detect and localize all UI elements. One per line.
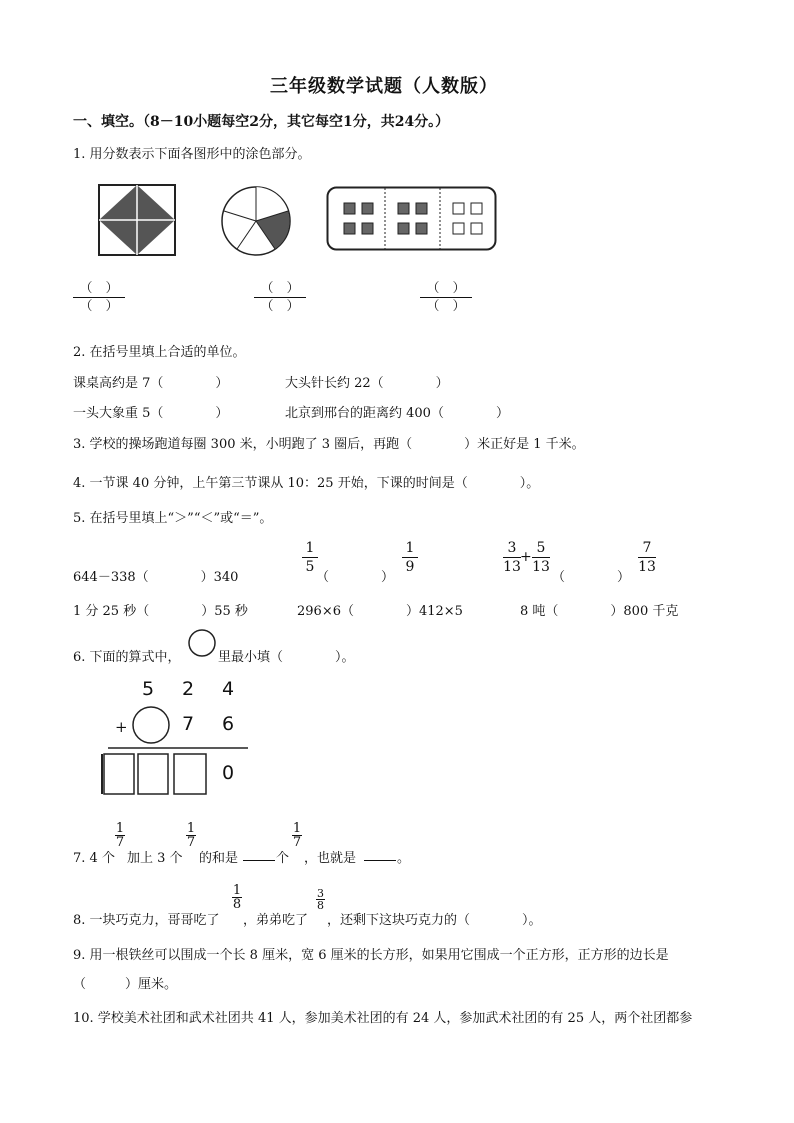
compare-6: 8 吨（ ）800 千克 bbox=[520, 604, 679, 619]
squares-groups-figure bbox=[326, 186, 498, 252]
addend-digit: 2 bbox=[182, 678, 195, 700]
addend-digit: 4 bbox=[222, 678, 235, 700]
fraction-7-13: 7 13 bbox=[638, 540, 656, 575]
compare-3-blank: （ ） bbox=[552, 570, 631, 585]
question-2a: 课桌高约是 7（ ） bbox=[73, 376, 229, 391]
fraction-1-7: 1 7 bbox=[115, 821, 125, 850]
fraction-1-7: 1 7 bbox=[292, 821, 302, 850]
question-7c: 的和是 bbox=[199, 851, 239, 866]
question-2: 2. 在括号里填上合适的单位。 bbox=[73, 345, 246, 360]
question-2b: 大头针长约 22（ ） bbox=[285, 376, 449, 391]
sum-digit: 0 bbox=[222, 762, 235, 784]
question-7f: 。 bbox=[397, 851, 411, 866]
fraction-5-13: 5 13 bbox=[532, 540, 550, 575]
question-9a: 9. 用一根铁丝可以围成一个长 8 厘米，宽 6 厘米的长方形，如果用它围成一个正方形，正方形的边长是 bbox=[73, 948, 669, 963]
question-2c: 一头大象重 5（ ） bbox=[73, 406, 229, 421]
answer-blank[interactable] bbox=[364, 848, 396, 861]
fraction-3-8: 3 8 bbox=[317, 887, 324, 912]
compare-2-blank: （ ） bbox=[316, 570, 395, 585]
answer-blank[interactable] bbox=[243, 848, 275, 861]
question-4: 4. 一节课 40 分钟，上午第三节课从 10：25 开始，下课的时间是（ ）。 bbox=[73, 476, 540, 491]
compare-5: 296×6（ ）412×5 bbox=[297, 604, 463, 619]
section-heading: 一、填空。（8－10小题每空2分，其它每空1分，共24分。） bbox=[73, 114, 450, 130]
circle-digit-blank[interactable] bbox=[131, 705, 171, 745]
circle-blank-icon bbox=[187, 628, 217, 658]
question-7a: 7. 4 个 bbox=[73, 851, 115, 866]
plus-sign: + bbox=[520, 549, 532, 565]
addend-digit: 6 bbox=[222, 713, 235, 735]
question-10: 10. 学校美术社团和武术社团共 41 人，参加美术社团的有 24 人，参加武术社团的有 25 人，两个社团都参 bbox=[73, 1011, 693, 1026]
circle-sectors-figure bbox=[219, 184, 293, 258]
compare-1: 644－338（ ）340 bbox=[73, 570, 239, 585]
question-2d: 北京到邢台的距离约 400（ ） bbox=[285, 406, 509, 421]
question-9b: （ ）厘米。 bbox=[73, 977, 178, 992]
fraction-1-5: 1 5 bbox=[302, 540, 318, 575]
addend-digit: 5 bbox=[142, 678, 155, 700]
question-8a: 8. 一块巧克力，哥哥吃了 bbox=[73, 913, 220, 928]
question-8c: ，还剩下这块巧克力的（ ）。 bbox=[327, 913, 542, 928]
fraction-3-13: 3 13 bbox=[503, 540, 521, 575]
page-title: 三年级数学试题（人数版） bbox=[270, 76, 498, 97]
answer-fraction-3[interactable]: （ ） （ ） bbox=[420, 280, 472, 315]
question-6a: 6. 下面的算式中， bbox=[73, 650, 181, 665]
question-7d: 个 bbox=[276, 851, 290, 866]
question-7b: 加上 3 个 bbox=[127, 851, 183, 866]
compare-4: 1 分 25 秒（ ）55 秒 bbox=[73, 604, 248, 619]
answer-fraction-2[interactable]: （ ） （ ） bbox=[254, 280, 306, 315]
square-diamond-figure bbox=[97, 183, 179, 259]
plus-sign: + bbox=[115, 718, 128, 736]
question-3: 3. 学校的操场跑道每圈 300 米，小明跑了 3 圈后，再跑（ ）米正好是 1 千米。 bbox=[73, 437, 585, 452]
question-1: 1. 用分数表示下面各图形中的涂色部分。 bbox=[73, 147, 311, 162]
question-5: 5. 在括号里填上“＞”“＜”或“＝”。 bbox=[73, 511, 273, 526]
answer-fraction-1[interactable]: （ ） （ ） bbox=[73, 280, 125, 315]
addend-digit: 7 bbox=[182, 713, 195, 735]
fraction-1-7: 1 7 bbox=[186, 821, 196, 850]
question-7e: ，也就是 bbox=[304, 851, 357, 866]
fraction-1-9: 1 9 bbox=[402, 540, 418, 575]
fraction-1-8: 1 8 bbox=[232, 883, 242, 912]
question-8b: ，弟弟吃了 bbox=[243, 913, 309, 928]
question-6b: 里最小填（ ）。 bbox=[218, 650, 355, 665]
